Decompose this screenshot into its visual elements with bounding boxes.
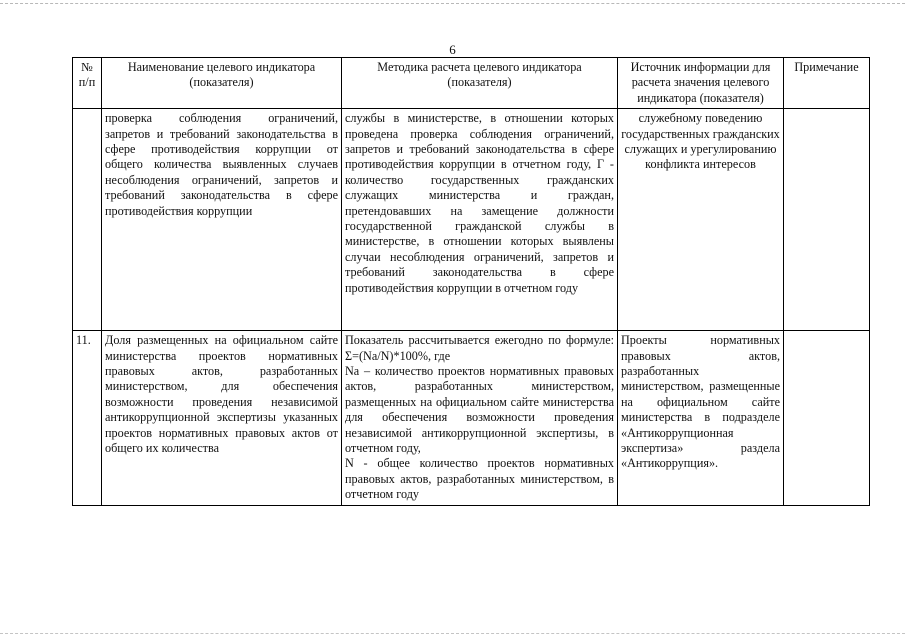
method-na-definition: Na – количество проектов нормативных правовых актов, разработанных министерством, размещенных на официальном сайте министерства для обеспечения возможности проведения независимой антикоррупционной экспертизы, в отчетном году,	[345, 364, 614, 456]
cell-source: служебному поведению государственных гражданских служащих и урегулированию конфликта интересов	[618, 109, 784, 331]
method-formula-text: Показатель рассчитывается ежегодно по формуле: Σ=(Na/N)*100%, где	[345, 333, 614, 363]
header-source: Источник информации для расчета значения целевого индикатора (показателя)	[618, 58, 784, 109]
cell-name: Доля размещенных на официальном сайте министерства проектов нормативных правовых актов, разработанных министерством, для обеспечения возможности проведения независимой антикоррупционной экспертизы указанных проектов нормативных правовых актов от общего их количества	[102, 331, 342, 505]
cell-num	[73, 109, 102, 331]
cell-name: проверка соблюдения ограничений, запретов и требований законодательства в сфере противодействия коррупции от общего количества выявленных случаев несоблюдения ограничений, запретов и требований законодательства в сфере противодействия коррупции	[102, 109, 342, 331]
table-header-row	[73, 58, 870, 109]
page-number: 6	[449, 42, 456, 57]
top-scan-edge	[0, 3, 905, 4]
cell-method: службы в министерстве, в отношении которых проведена проверка соблюдения ограничений, запретов и требований законодательства в сфере противодействия коррупции в отчетном году, Г - количество государственных гражданских служащих министерства и граждан, претендовавших на замещение должности государственной гражданской службы в министерстве, в отношении которых выявлены случаи несоблюдения ограничений, запретов и требований законодательства в сфере противодействия коррупции в отчетном году	[342, 109, 618, 331]
header-method: Методика расчета целевого индикатора (показателя)	[342, 58, 618, 109]
header-note: Примечание	[784, 58, 870, 109]
header-name: Наименование целевого индикатора (показателя)	[102, 58, 342, 109]
table-row	[73, 331, 870, 505]
cell-note	[784, 109, 870, 331]
cell-source: Проекты нормативных правовых актов, разработанных министерством, размещенные на официальном сайте министерства в подразделе «Антикоррупционная экспертиза» раздела «Антикоррупция».	[618, 331, 784, 505]
method-n-definition: N - общее количество проектов нормативных правовых актов, разработанных министерством, в отчетном году	[345, 456, 614, 502]
cell-num: 11.	[73, 331, 102, 505]
header-num: № п/п	[73, 58, 102, 109]
table-row	[73, 109, 870, 331]
bottom-scan-edge	[0, 633, 905, 634]
cell-note	[784, 331, 870, 505]
cell-method	[342, 331, 618, 505]
indicator-table	[72, 57, 870, 506]
